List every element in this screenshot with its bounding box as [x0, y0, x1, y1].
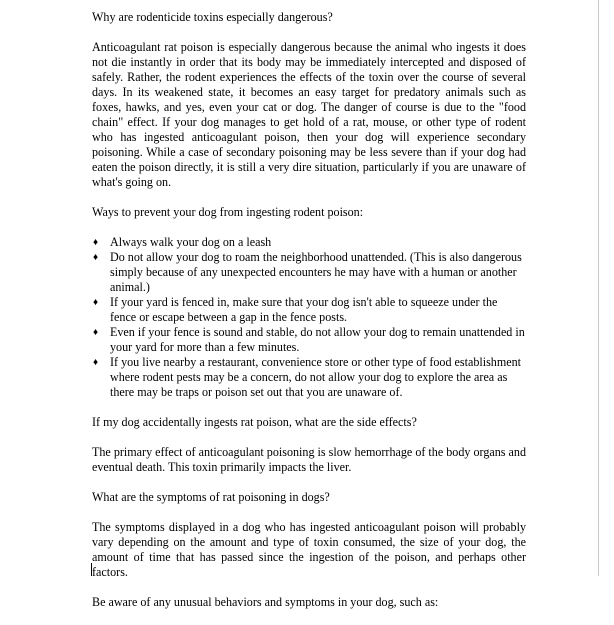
- list-item-text: Always walk your dog on a leash: [110, 235, 272, 249]
- diamond-bullet-icon: ♦: [93, 252, 99, 263]
- paragraph-primary-effect: The primary effect of anticoagulant poisoning is slow hemorrhage of the body organs and eventual death. This toxin primarily impacts the liver.: [92, 445, 526, 474]
- list-item-text: Even if your fence is sound and stable, do not allow your dog to remain unattended in your yard for more than a few minutes.: [110, 325, 525, 354]
- list-item: [92, 235, 526, 250]
- prevention-list: [92, 235, 526, 400]
- paragraph-anticoagulant-danger: Anticoagulant rat poison is especially dangerous because the animal who ingests it does not die instantly in order that its body may be immediately intercepted and disposed of safely. Rather, the rodent experiences the effects of the toxin over the course of several days. In its weakened state, it becomes an easy target for predatory animals such as foxes, hawks, and yes, even your cat or dog. The danger of course is due to the "food chain" effect. If your dog manages to get hold of a rat, mouse, or other type of rodent who has ingested anticoagulant poison, then your dog will experience secondary poisoning. While a case of secondary poisoning may be less severe than if your dog had eaten the poison directly, it is still a very dire situation, particularly if you are unaware of what's going on.: [92, 40, 526, 189]
- page-edge-divider: [598, 0, 599, 576]
- heading-prevention: Ways to prevent your dog from ingesting rodent poison:: [92, 205, 364, 219]
- heading-symptoms: What are the symptoms of rat poisoning in dogs?: [92, 490, 330, 504]
- document-body[interactable]: [92, 10, 526, 625]
- list-item: [92, 325, 526, 355]
- heading-side-effects: If my dog accidentally ingests rat poison, what are the side effects?: [92, 415, 417, 429]
- list-item-text: If your yard is fenced in, make sure that your dog isn't able to squeeze under the fence or escape between a gap in the fence posts.: [110, 295, 498, 324]
- list-item-text: Do not allow your dog to roam the neighborhood unattended. (This is also dangerous simply because of any unexpected encounters he may have with a human or another animal.): [110, 250, 522, 294]
- list-item: [92, 250, 526, 295]
- list-item: [92, 355, 526, 400]
- diamond-bullet-icon: ♦: [93, 297, 99, 308]
- list-item-text: If you live nearby a restaurant, convenience store or other type of food establishment where rodent pests may be a concern, do not allow your dog to explore the area as there may be traps or poison set out that you are unaware of.: [110, 355, 522, 399]
- diamond-bullet-icon: ♦: [93, 327, 99, 338]
- paragraph-be-aware: Be aware of any unusual behaviors and symptoms in your dog, such as:: [92, 595, 439, 609]
- text-cursor: [91, 563, 92, 576]
- diamond-bullet-icon: ♦: [93, 237, 99, 248]
- paragraph-symptoms-vary: The symptoms displayed in a dog who has ingested anticoagulant poison will probably vary depending on the amount and type of toxin consumed, the size of your dog, the amount of time that has passed since the ingestion of the poison, and perhaps other factors.: [92, 520, 526, 579]
- list-item: [92, 295, 526, 325]
- heading-why-dangerous: Why are rodenticide toxins especially dangerous?: [92, 10, 333, 24]
- diamond-bullet-icon: ♦: [93, 357, 99, 368]
